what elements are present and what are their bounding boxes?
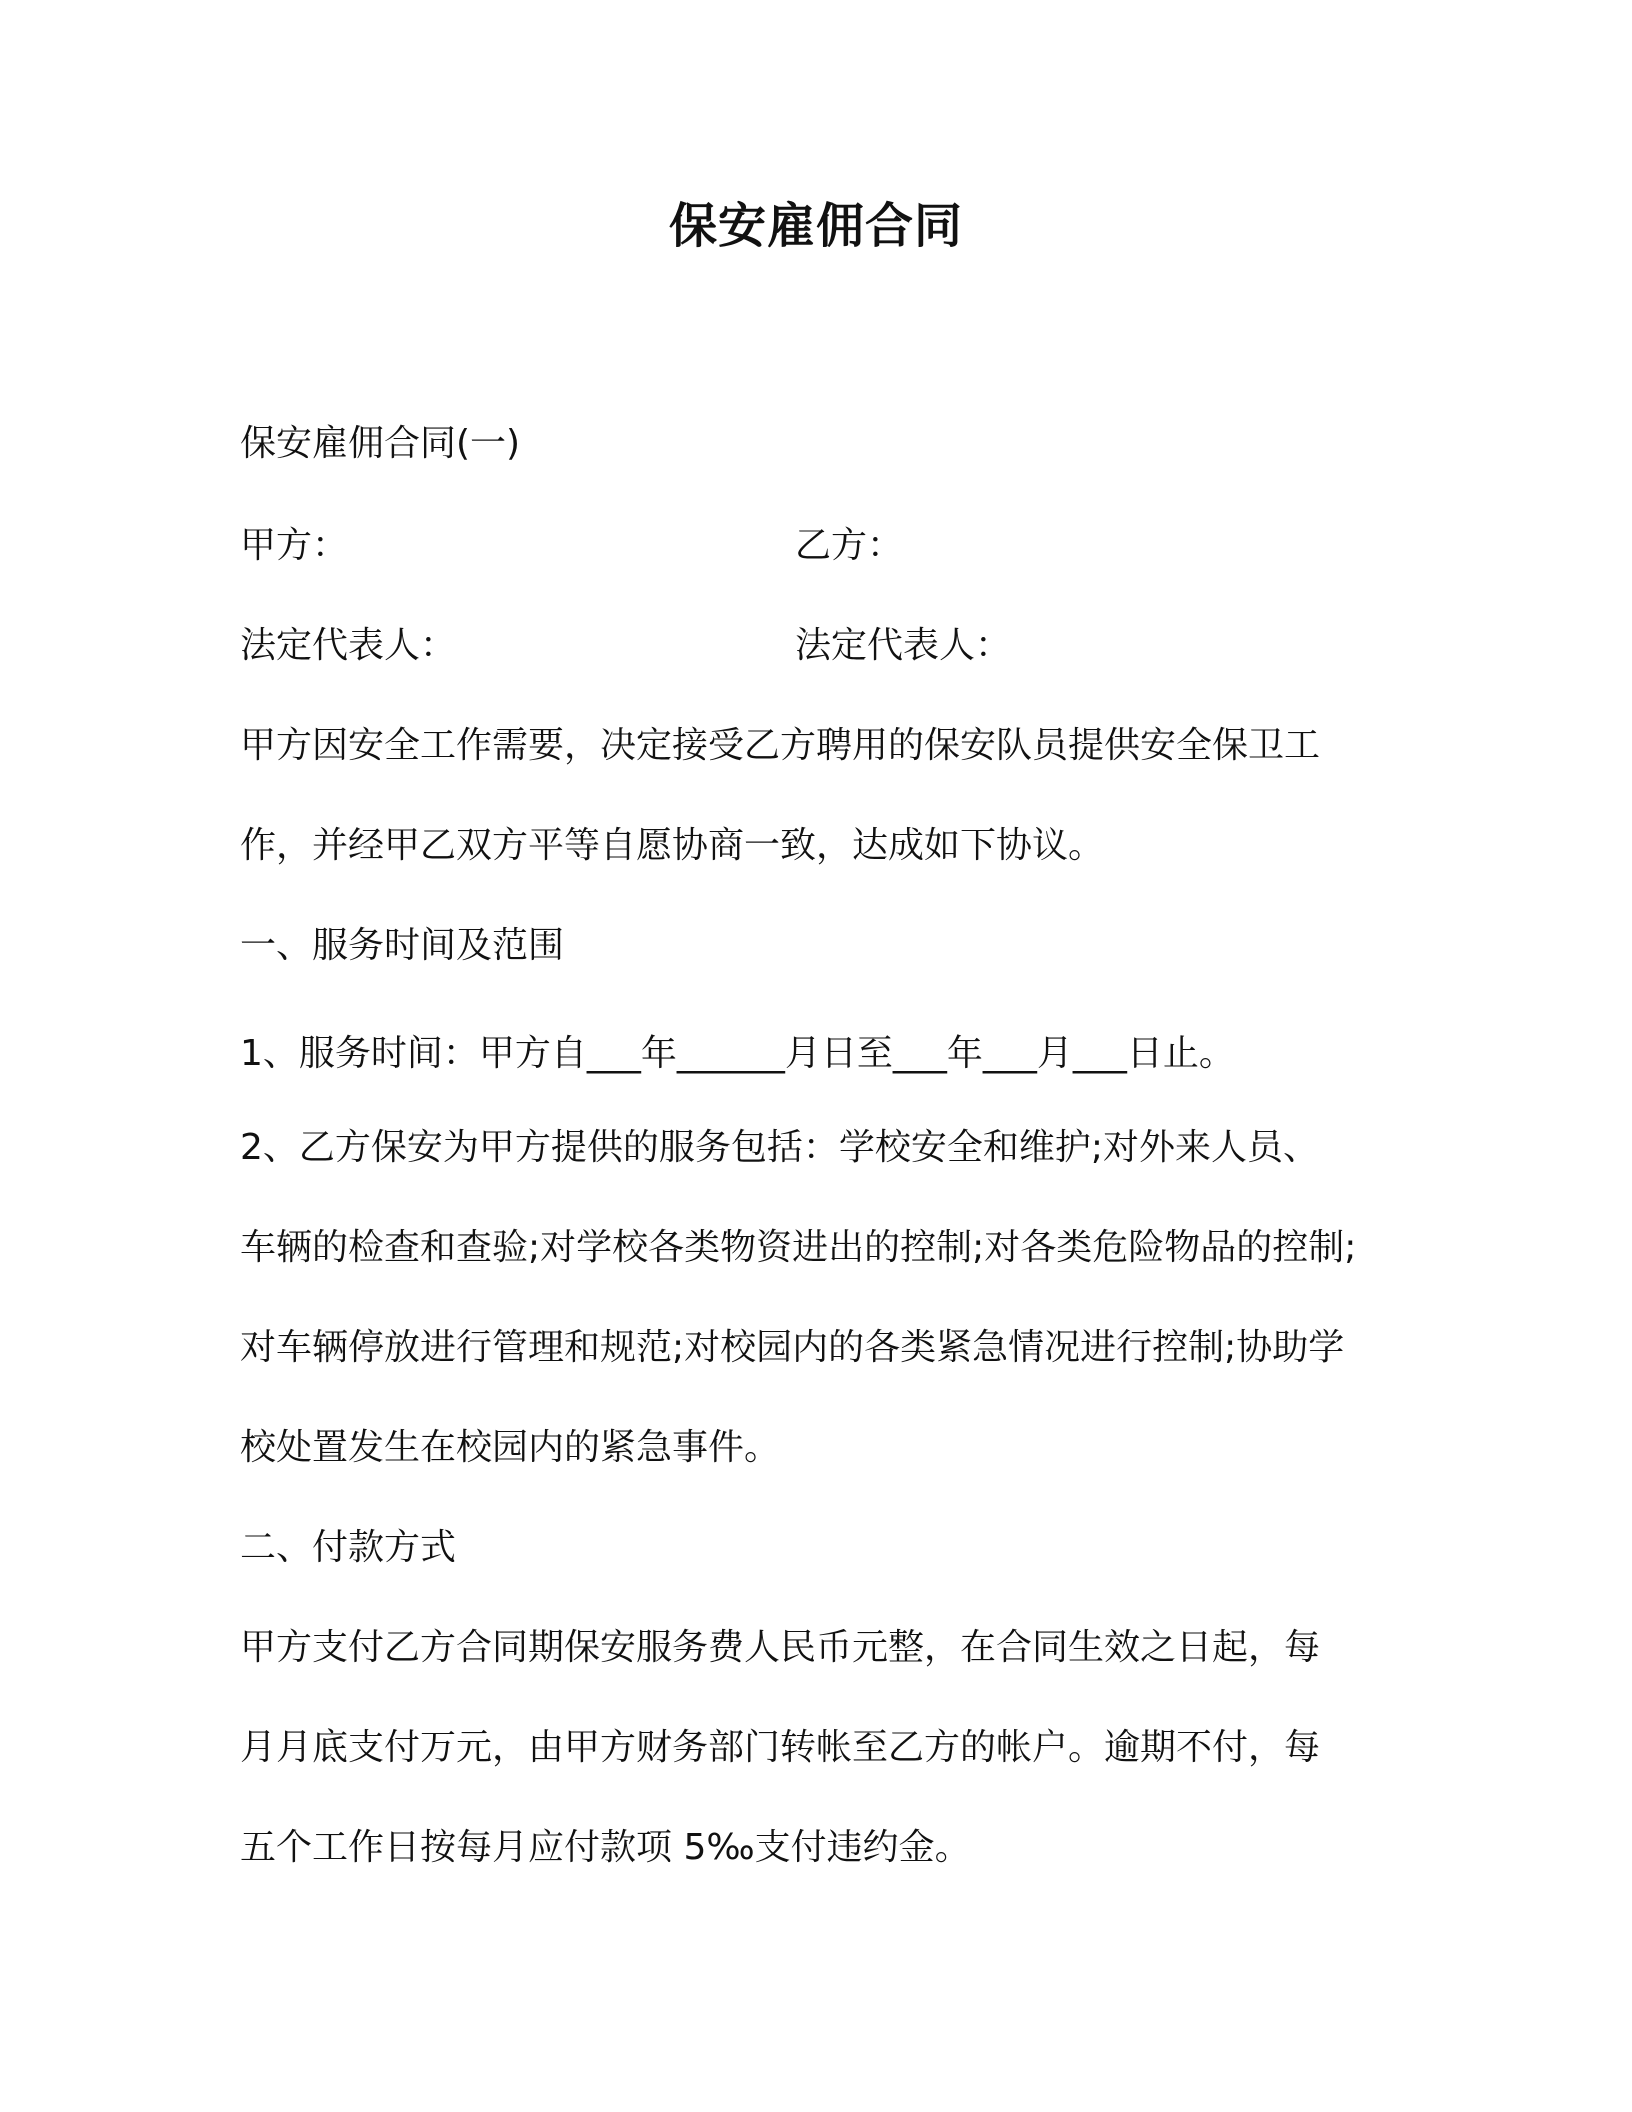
intro-paragraph-line: 甲方因安全工作需要，决定接受乙方聘用的保安队员提供安全保卫工 [240,725,1321,766]
document-title: 保安雇佣合同 [668,198,963,254]
document-subtitle: 保安雇佣合同(一) [240,423,521,464]
clause-1-service-time: 1、服务时间：甲方自___年______月日至___年___月___日止。 [240,1033,1235,1074]
payment-paragraph-line: 甲方支付乙方合同期保安服务费人民币元整，在合同生效之日起，每 [240,1627,1321,1668]
clause-2-line: 车辆的检查和查验;对学校各类物资进出的控制;对各类危险物品的控制; [240,1227,1357,1268]
representative-a-label: 法定代表人： [240,625,457,666]
section-2-heading: 二、付款方式 [240,1527,457,1568]
party-a-label: 甲方： [240,525,349,566]
party-b-label: 乙方： [795,525,904,566]
clause-2-line: 对车辆停放进行管理和规范;对校园内的各类紧急情况进行控制;协助学 [240,1327,1345,1368]
intro-paragraph-line: 作，并经甲乙双方平等自愿协商一致，达成如下协议。 [240,825,1105,866]
clause-2-line: 校处置发生在校园内的紧急事件。 [240,1427,781,1468]
section-1-heading: 一、服务时间及范围 [240,925,565,966]
representative-b-label: 法定代表人： [795,625,1012,666]
payment-paragraph-line: 月月底支付万元，由甲方财务部门转帐至乙方的帐户。逾期不付，每 [240,1727,1321,1768]
clause-2-line: 2、乙方保安为甲方提供的服务包括：学校安全和维护;对外来人员、 [240,1127,1320,1168]
payment-paragraph-line: 五个工作日按每月应付款项 5‰支付违约金。 [240,1827,971,1868]
